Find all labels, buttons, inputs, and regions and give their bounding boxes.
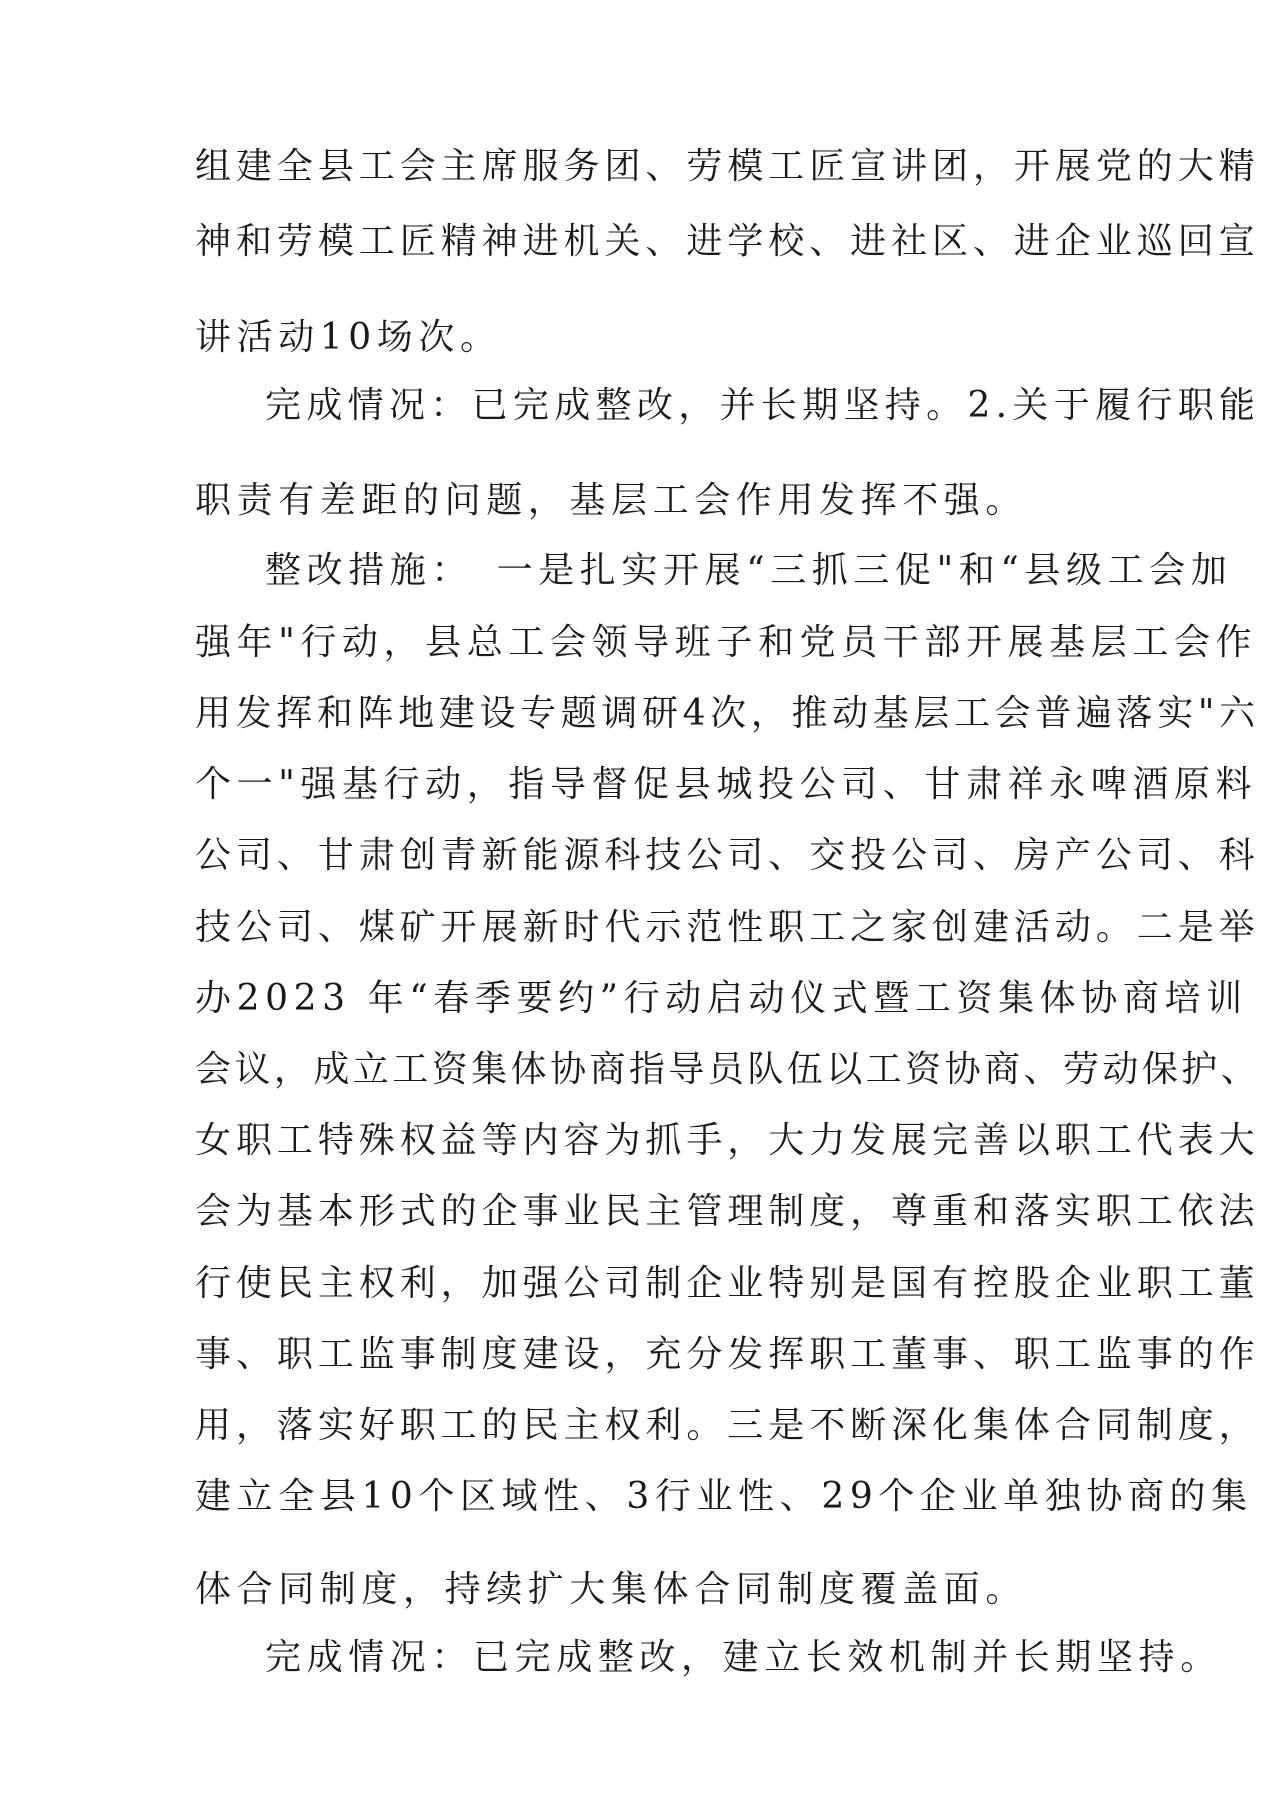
paragraph-line: 技公司、煤矿开展新时代示范性职工之家创建活动。二是举: [195, 907, 1260, 948]
paragraph-line: 建立全县10个区域性、3行业性、29个企业单独协商的集: [195, 1476, 1253, 1517]
paragraph-line: 会为基本形式的企事业民主管理制度，尊重和落实职工依法: [195, 1191, 1260, 1232]
paragraph-line: 强年"行动，县总工会领导班子和党员干部开展基层工会作: [195, 622, 1258, 663]
paragraph-line: 事、职工监事制度建设，充分发挥职工董事、职工监事的作: [195, 1334, 1260, 1375]
paragraph-line: 讲活动10场次。: [195, 317, 502, 358]
paragraph-line: 用，落实好职工的民主权利。三是不断深化集体合同制度，: [195, 1405, 1260, 1446]
paragraph-line: 个一"强基行动，指导督促县城投公司、甘肃祥永啤酒原料: [195, 764, 1258, 805]
paragraph-line: 公司、甘肃创青新能源科技公司、交投公司、房产公司、科: [195, 835, 1260, 876]
paragraph-line: 行使民主权利，加强公司制企业特别是国有控股企业职工董: [195, 1263, 1260, 1304]
paragraph-line: 组建全县工会主席服务团、劳模工匠宣讲团，开展党的大精: [195, 146, 1260, 187]
paragraph-line: 办2023 年“春季要约”行动启动仪式暨工资集体协商培训: [195, 978, 1248, 1019]
paragraph-line: 完成情况：已完成整改，并长期坚持。2.关于履行职能: [265, 385, 1261, 426]
paragraph-line: 体合同制度，持续扩大集体合同制度覆盖面。: [195, 1569, 1028, 1610]
paragraph-line: 整改措施： 一是扎实开展“三抓三促"和“县级工会加: [265, 550, 1233, 591]
paragraph-line: 用发挥和阵地建设专题调研4次，推动基层工会普遍落实"六: [195, 693, 1260, 734]
paragraph-line: 职责有差距的问题，基层工会作用发挥不强。: [195, 480, 1028, 521]
paragraph-line: 女职工特殊权益等内容为抓手，大力发展完善以职工代表大: [195, 1120, 1260, 1161]
paragraph-line: 会议，成立工资集体协商指导员队伍以工资协商、劳动保护、: [195, 1049, 1261, 1090]
paragraph-line: 神和劳模工匠精神进机关、进学校、进社区、进企业巡回宣: [195, 221, 1260, 262]
paragraph-line: 完成情况：已完成整改，建立长效机制并长期坚持。: [265, 1637, 1222, 1678]
